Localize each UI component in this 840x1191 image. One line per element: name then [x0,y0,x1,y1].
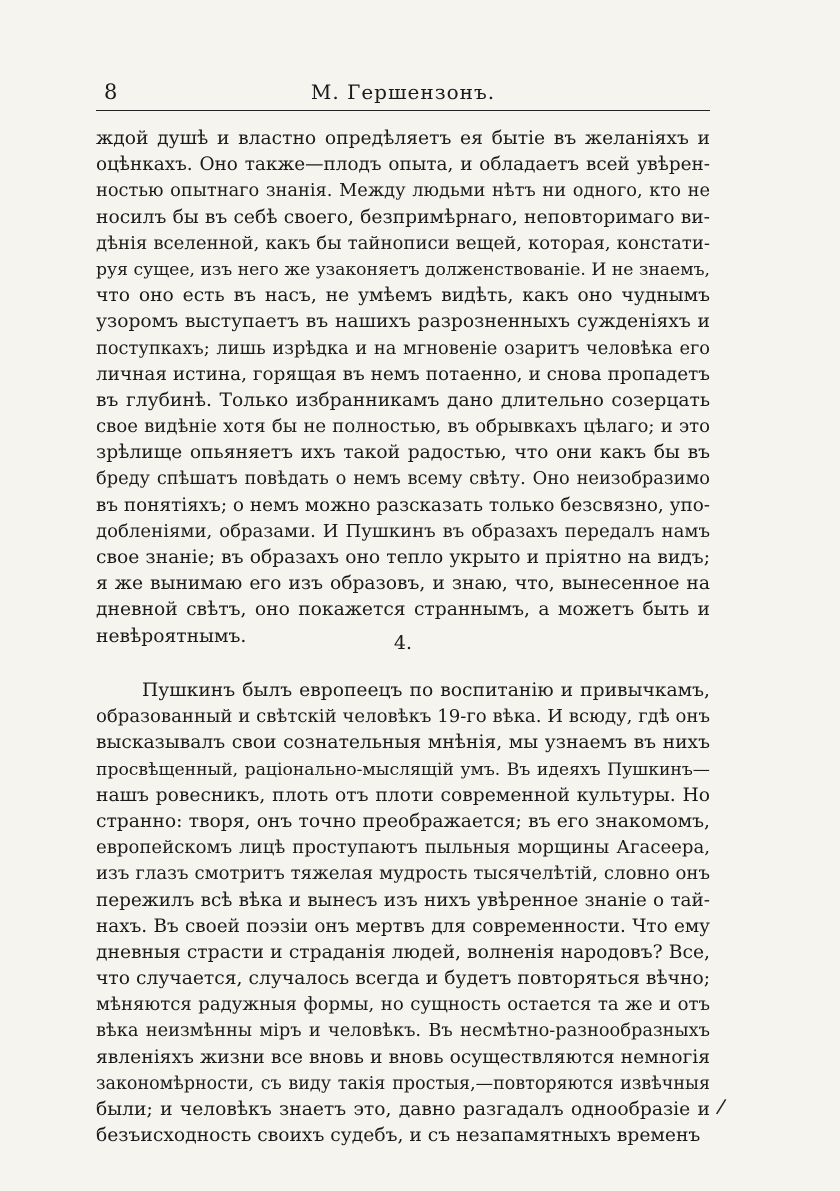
text-line: личная истина, горящая въ немъ потаенно, и снова пропадетъ [96,363,710,385]
page-header [96,80,710,110]
text-line: безъисходность своихъ судебъ, и съ незапамятныхъ временъ [96,1125,701,1147]
text-line: ностью опытнаго знанія. Между людьми нѣтъ ни одного, кто не [96,180,710,202]
section-number: 4. [393,632,413,654]
text-line: нашъ ровесникъ, плоть отъ плоти современной культуры. Но [96,784,710,806]
text-line: поступкахъ; лишь изрѣдка и на мгновеніе озаритъ человѣка его [96,337,710,359]
text-line: европейскомъ лицѣ проступаютъ пыльныя морщины Агасеера, [96,837,710,859]
text-line: въ понятіяхъ; о немъ можно разсказать только безсвязно, упо- [96,494,710,516]
header-rule [96,110,710,111]
paragraph-continuation [96,126,710,650]
text-line: бреду спѣшатъ повѣдать о немъ всему свѣту. Оно неизобразимо [96,468,710,490]
text-line: нахъ. Въ своей поэзіи онъ мертвъ для современности. Что ему [96,915,710,937]
text-line: невѣроятнымъ. [96,625,247,647]
text-line: изъ глазъ смотритъ тяжелая мудрость тысячелѣтій, словно онъ [96,863,710,885]
text-line: что случается, случалось всегда и будетъ повторяться вѣчно; [96,968,710,990]
text-line: Пушкинъ былъ европеецъ по воспитанію и привычкамъ, [142,680,710,701]
text-line: мѣняются радужныя формы, но сущность остается та же и отъ [96,994,710,1016]
running-title: М. Гершензонъ. [310,80,496,104]
page-number: 8 [104,80,118,104]
text-line: свое видѣніе хотя бы не полностью, въ обрывкахъ цѣлаго; и это [96,416,710,438]
paragraph-section-4 [96,678,710,1149]
text-line: высказывалъ свои сознательныя мнѣнія, мы узнаемъ въ нихъ [96,732,710,754]
text-line: просвѣщенный, раціонально-мыслящій умъ. Въ идеяхъ Пушкинъ— [96,759,710,780]
text-line: вѣка неизмѣнны міръ и человѣкъ. Въ несмѣтно-разнообразныхъ [96,1020,710,1042]
text-line: добленіями, образами. И Пушкинъ въ образахъ передалъ намъ [96,520,710,542]
text-line: пережилъ всѣ вѣка и вынесъ изъ нихъ увѣренное знаніе о тай- [96,889,710,911]
text-line: узоромъ выступаетъ въ нашихъ разрозненныхъ сужденіяхъ и [96,311,710,333]
text-line: свое знаніе; въ образахъ оно тепло укрыто и пріятно на видъ; [96,547,710,568]
text-line: оцѣнкахъ. Оно также—плодъ опыта, и обладаетъ всей увѣрен- [96,154,710,176]
text-line: закономѣрности, съ виду такія простыя,—повторяются извѣчныя [96,1073,710,1094]
text-line: дневныя страсти и страданія людей, волненія народовъ? Все, [96,941,710,963]
text-line: что оно есть въ насъ, не умѣемъ видѣть, какъ оно чуднымъ [96,285,710,307]
text-line: дневной свѣтъ, оно покажется страннымъ, а можетъ быть и [96,599,710,621]
text-line: въ глубинѣ. Только избранникамъ дано длительно созерцать [96,389,710,411]
text-line: я же вынимаю его изъ образовъ, и знаю, что, вынесенное на [96,573,710,595]
text-line: дѣнія вселенной, какъ бы тайнописи вещей, которая, констати- [96,232,710,254]
text-line: явленіяхъ жизни все вновь и вновь осуществляются немногія [96,1046,710,1068]
text-line: носилъ бы въ себѣ своего, безпримѣрнаго, неповторимаго ви- [96,206,710,228]
text-line: были; и человѣкъ знаетъ это, давно разгадалъ однообразіе и [96,1099,710,1120]
text-line: руя сущее, изъ него же узаконяетъ долженствованіе. И не знаемъ, [96,259,710,280]
margin-pencil-mark: / [715,1093,728,1119]
text-line: образованный и свѣтскій человѣкъ 19-го вѣка. И всюду, гдѣ онъ [96,706,710,728]
text-line: странно: творя, онъ точно преображается; въ его знакомомъ, [96,810,710,832]
text-line: зрѣлище опьяняетъ ихъ такой радостью, что они какъ бы въ [96,442,710,464]
text-line: ждой душѣ и властно опредѣляетъ ея бытіе въ желаніяхъ и [96,128,710,149]
